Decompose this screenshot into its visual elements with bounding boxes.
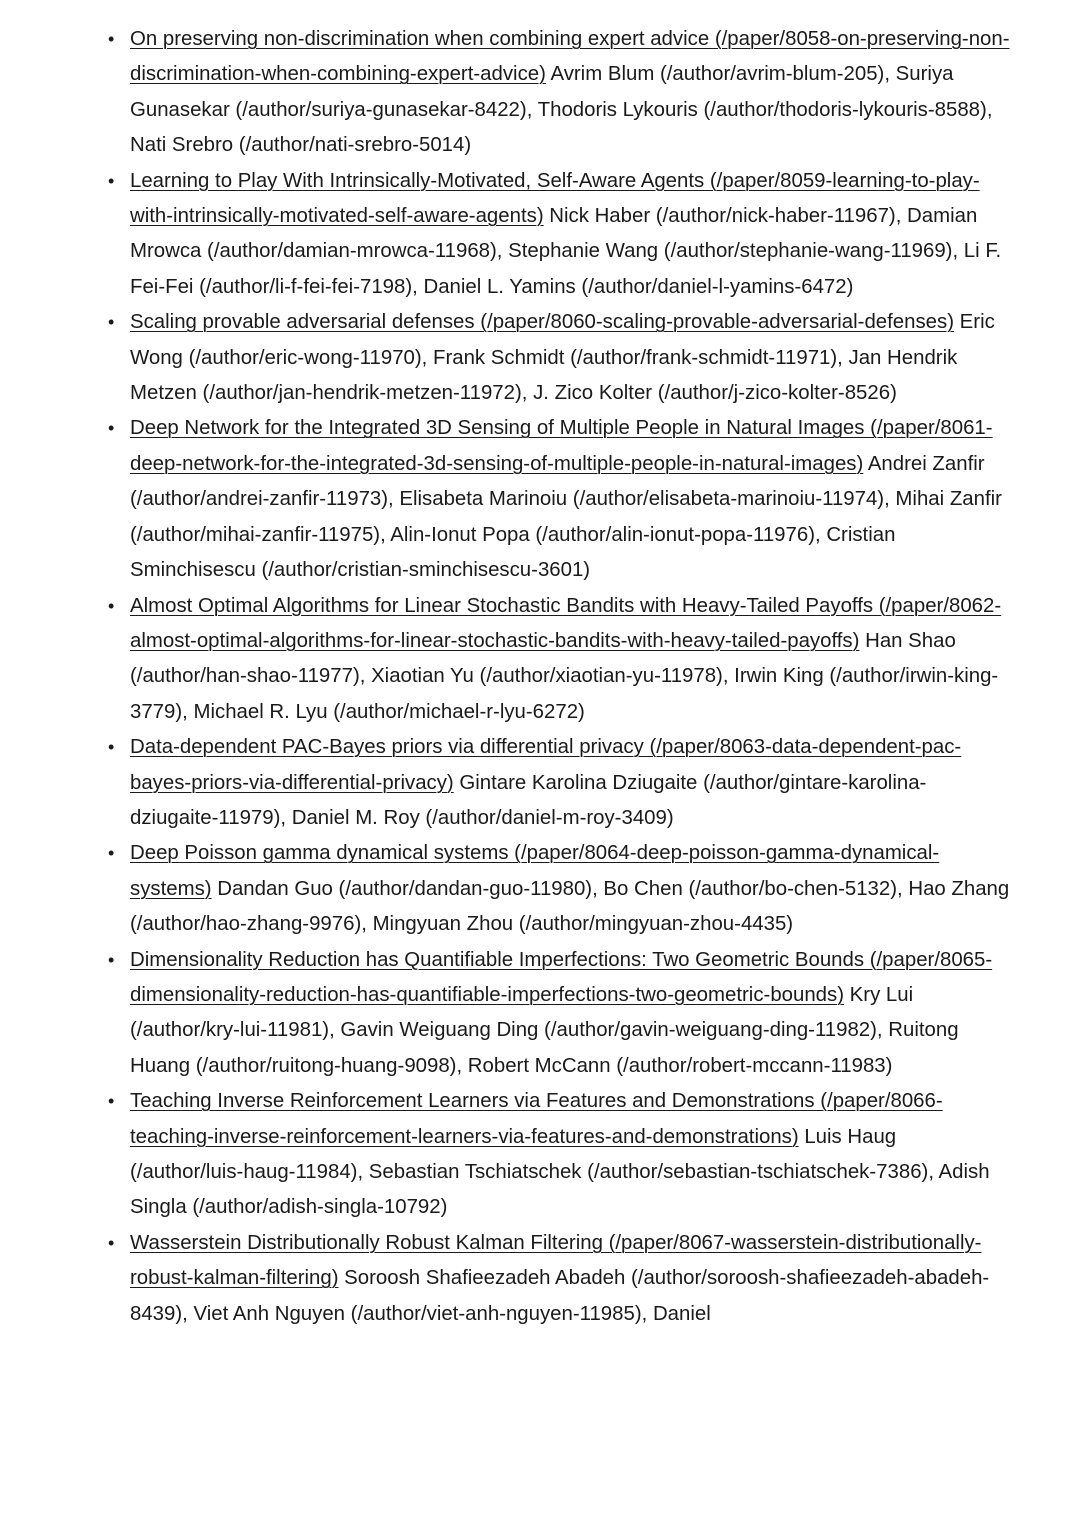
paper-authors: Gintare Karolina Dziugaite (/author/gintare-karolina-dziugaite-11979), Daniel M. Roy (/author/daniel-m-roy-3409)	[130, 771, 927, 829]
list-item	[108, 1084, 1010, 1226]
bullet-icon: •	[108, 418, 115, 439]
paper-authors: Eric Wong (/author/eric-wong-11970), Frank Schmidt (/author/frank-schmidt-11971), Jan Hendrik Metzen (/author/jan-hendrik-metzen-11972), J. Zico Kolter (/author/j-zico-kolter-8526)	[130, 311, 995, 405]
paper-title-link[interactable]: Deep Poisson gamma dynamical systems (/paper/8064-deep-poisson-gamma-dynamical-systems)	[130, 842, 940, 900]
paper-list	[0, 22, 1010, 1332]
paper-authors: Avrim Blum (/author/avrim-blum-205), Suriya Gunasekar (/author/suriya-gunasekar-8422), Thodoris Lykouris (/author/thodoris-lykouris-8588), Nati Srebro (/author/nati-srebro-5014)	[130, 63, 993, 157]
bullet-icon: •	[108, 843, 115, 864]
list-item	[108, 943, 1010, 1085]
list-item	[108, 305, 1010, 411]
bullet-icon: •	[108, 737, 115, 758]
paper-title-link[interactable]: Teaching Inverse Reinforcement Learners via Features and Demonstrations (/paper/8066-teaching-inverse-reinforcement-learners-via-features-and-demonstrations)	[130, 1090, 943, 1148]
paper-authors: Dandan Guo (/author/dandan-guo-11980), Bo Chen (/author/bo-chen-5132), Hao Zhang (/author/hao-zhang-9976), Mingyuan Zhou (/author/mingyuan-zhou-4435)	[130, 877, 1010, 936]
paper-authors: Nick Haber (/author/nick-haber-11967), Damian Mrowca (/author/damian-mrowca-11968), Stephanie Wang (/author/stephanie-wang-11969), Li F. Fei-Fei (/author/li-f-fei-fei-7198), Daniel L. Yamins (/author/daniel-l-yamins-6472)	[130, 205, 1002, 298]
list-item	[108, 164, 1010, 306]
list-item	[108, 589, 1010, 731]
paper-authors: Kry Lui (/author/kry-lui-11981), Gavin Weiguang Ding (/author/gavin-weiguang-ding-11982), Ruitong Huang (/author/ruitong-huang-9098), Robert McCann (/author/robert-mccann-11983)	[130, 983, 959, 1077]
list-item	[108, 22, 1010, 164]
paper-title-link[interactable]: Learning to Play With Intrinsically-Motivated, Self-Aware Agents (/paper/8059-learning-to-play-with-intrinsically-motivated-self-aware-agents)	[130, 169, 980, 228]
paper-authors: Andrei Zanfir (/author/andrei-zanfir-11973), Elisabeta Marinoiu (/author/elisabeta-marinoiu-11974), Mihai Zanfir (/author/mihai-zanfir-11975), Alin-Ionut Popa (/author/alin-ionut-popa-11976), Cristian Sminchisescu (/author/cristian-sminchisescu-3601)	[130, 452, 1002, 582]
paper-title-link[interactable]: Almost Optimal Algorithms for Linear Stochastic Bandits with Heavy-Tailed Payoffs (/paper/8062-almost-optimal-algorithms-for-linear-stochastic-bandits-with-heavy-tailed-payoffs)	[130, 594, 1002, 652]
paper-authors: Han Shao (/author/han-shao-11977), Xiaotian Yu (/author/xiaotian-yu-11978), Irwin King (/author/irwin-king-3779), Michael R. Lyu (/author/michael-r-lyu-6272)	[130, 629, 999, 723]
bullet-icon: •	[108, 595, 115, 616]
paper-title-link[interactable]: Scaling provable adversarial defenses (/paper/8060-scaling-provable-adversarial-defenses)	[130, 311, 955, 334]
list-item	[108, 1226, 1010, 1332]
bullet-icon: •	[108, 170, 115, 191]
page-content	[0, 22, 1080, 1332]
paper-title-link[interactable]: Dimensionality Reduction has Quantifiable Imperfections: Two Geometric Bounds (/paper/8065-dimensionality-reduction-has-quantifiable-imperfections-two-geometric-bounds)	[130, 948, 993, 1006]
bullet-icon: •	[108, 29, 115, 49]
list-item	[108, 836, 1010, 942]
bullet-icon: •	[108, 312, 115, 333]
list-item	[108, 730, 1010, 836]
bullet-icon: •	[108, 1091, 115, 1112]
bullet-icon: •	[108, 1232, 115, 1253]
paper-title-link[interactable]: On preserving non-discrimination when combining expert advice (/paper/8058-on-preserving-non-discrimination-when-combining-expert-advice)	[130, 28, 1010, 86]
paper-title-link[interactable]: Deep Network for the Integrated 3D Sensing of Multiple People in Natural Images (/paper/8061-deep-network-for-the-integrated-3d-sensing-of-multiple-people-in-natural-images)	[130, 417, 993, 475]
paper-title-link[interactable]: Wasserstein Distributionally Robust Kalman Filtering (/paper/8067-wasserstein-distributionally-robust-kalman-filtering)	[130, 1231, 982, 1290]
bullet-icon: •	[108, 949, 115, 970]
list-item	[108, 411, 1010, 588]
paper-authors: Soroosh Shafieezadeh Abadeh (/author/soroosh-shafieezadeh-abadeh-8439), Viet Anh Nguyen (/author/viet-anh-nguyen-11985), Daniel	[130, 1267, 990, 1325]
paper-authors: Luis Haug (/author/luis-haug-11984), Sebastian Tschiatschek (/author/sebastian-tschiatschek-7386), Adish Singla (/author/adish-singla-10792)	[130, 1125, 990, 1219]
paper-title-link[interactable]: Data-dependent PAC-Bayes priors via differential privacy (/paper/8063-data-dependent-pac-bayes-priors-via-differential-privacy)	[130, 736, 962, 794]
